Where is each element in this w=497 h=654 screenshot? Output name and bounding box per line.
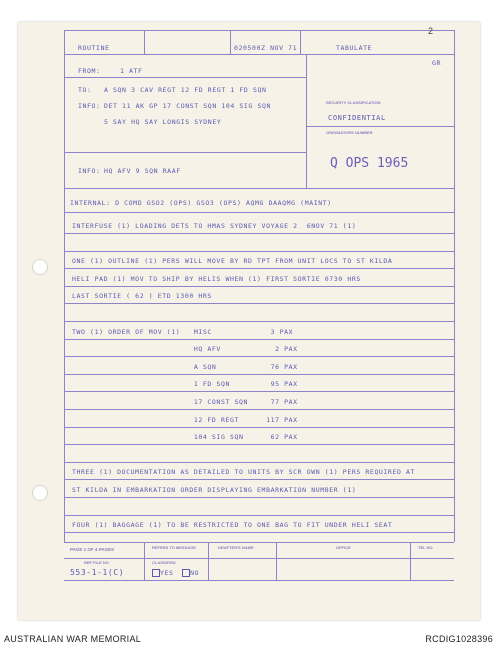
rule: [64, 54, 454, 55]
body-rule: [64, 321, 454, 322]
punch-hole-bottom: [32, 485, 48, 501]
to-label: TO:: [78, 86, 92, 94]
body-line: ST KILDA IN EMBARKATION ORDER DISPLAYING EMBARKATION NUMBER (1): [72, 486, 357, 494]
yes-checkbox: [152, 569, 160, 577]
info-label: INFO:: [78, 167, 101, 175]
security-classification: CONFIDENTIAL: [328, 114, 386, 122]
archive-footer: [0, 628, 497, 654]
right-border: [454, 30, 455, 542]
body-rule: [64, 374, 454, 375]
rule: [306, 126, 454, 127]
file-label: REF FILE NO: [84, 560, 109, 565]
classified-options: YES NO: [152, 569, 199, 577]
footer-source: AUSTRALIAN WAR MEMORIAL: [4, 634, 142, 644]
rule: [208, 542, 209, 580]
internal-distribution: INTERNAL: D COMD GSO2 (OPS) GSO3 (OPS) AQMG DAAQMG (MAINT): [70, 199, 332, 207]
document-page: [18, 22, 480, 620]
body-rule: [64, 409, 454, 410]
body-rule: [64, 497, 454, 498]
body-rule: [64, 427, 454, 428]
body-rule: [64, 462, 454, 463]
rule: [144, 30, 145, 54]
body-rule: [64, 303, 454, 304]
classified-label: CLASSIFIED: [152, 560, 176, 565]
body-rule: [64, 251, 454, 252]
body-line: HELI PAD (1) MOV TO SHIP BY HELIS WHEN (1) FIRST SORTIE 0730 HRS: [72, 274, 361, 283]
body-line: 104 SIG SQN 62 PAX: [72, 433, 298, 442]
rule: [300, 30, 301, 54]
to-info-label: INFO:: [78, 102, 101, 110]
body-line: INTERFUSE (1) LOADING DETS TO HMAS SYDNEY VOYAGE 2 6NOV 71 (1): [72, 222, 357, 230]
body-line: A SQN 76 PAX: [72, 362, 298, 371]
rule: [64, 212, 454, 213]
body-rule: [64, 515, 454, 516]
from-value: 1 ATF: [120, 67, 143, 75]
precedence: ROUTINE: [78, 44, 110, 52]
to-line-1: A SQN 3 CAV REGT 12 FD REGT 1 FD SQN: [104, 86, 267, 94]
rule: [230, 30, 231, 54]
drafter-label: DRAFTER'S NAME: [218, 545, 254, 550]
rule: [64, 558, 454, 559]
body-line: 1 FD SQN 95 PAX: [72, 380, 298, 389]
body-line: TWO (1) ORDER OF MOV (1) MISC 3 PAX: [72, 327, 294, 336]
rule: [64, 30, 454, 31]
rule: [64, 542, 454, 543]
from-label: FROM:: [78, 67, 101, 75]
body-rule: [64, 268, 454, 269]
body-line: THREE (1) DOCUMENTATION AS DETAILED TO UNITS BY SCR OWN (1) PERS REQUIRED AT: [72, 468, 416, 477]
tel-label: TEL NO: [418, 545, 433, 550]
refers-label: REFERS TO MESSAGE: [152, 545, 196, 550]
body-line: 17 CONST SQN 77 PAX: [72, 398, 298, 406]
rule: [410, 542, 411, 580]
rule: [306, 54, 307, 188]
body-rule: [64, 233, 454, 234]
body-rule: [64, 286, 454, 287]
info-value: HQ AFV 9 SQN RAAF: [104, 167, 181, 175]
date-time-group: 020500Z NOV 71: [234, 44, 298, 52]
to-line-3: 5 SAY HQ SAY LONGIS SYDNEY: [104, 118, 222, 126]
to-line-2: DET 11 AK GP 17 CONST SQN 104 SIG SQN: [104, 102, 271, 110]
body-line: FOUR (1) BAGGAGE (1) TO BE RESTRICTED TO ONE BAG TO FIT UNDER HELI SEAT: [72, 521, 393, 530]
page-number: 2: [428, 26, 434, 36]
file-number: 553-1-1(C): [70, 568, 125, 577]
rule: [64, 152, 306, 153]
punch-hole-top: [32, 259, 48, 275]
body-line: ONE (1) OUTLINE (1) PERS WILL MOVE BY RD TPT FROM UNIT LOCS TO ST KILDA: [72, 257, 393, 266]
body-rule: [64, 444, 454, 445]
footer-id: RCDIG1028396: [425, 634, 493, 644]
body-rule: [64, 532, 454, 533]
originator-number: Q OPS 1965: [330, 156, 409, 171]
rule: [144, 542, 145, 580]
originator-label: ORIGINATORS NUMBER: [326, 130, 373, 135]
body-line: 12 FD REGT 117 PAX: [72, 415, 298, 424]
reference: GR: [432, 59, 442, 67]
page-count-label: PAGE 1 OF 4 PAGES: [70, 547, 115, 552]
rule: [276, 542, 277, 580]
body-rule: [64, 479, 454, 480]
office-label: OFFICE: [336, 545, 351, 550]
body-rule: [64, 391, 454, 392]
body-rule: [64, 339, 454, 340]
no-checkbox: [182, 569, 190, 577]
body-rule: [64, 356, 454, 357]
body-line: LAST SORTIE ( 62 ) ETD 1300 HRS: [72, 292, 212, 301]
rule: [64, 580, 454, 581]
instructions: TABULATE: [336, 44, 373, 52]
rule: [64, 77, 306, 78]
rule: [64, 188, 454, 189]
security-label: SECURITY CLASSIFICATION: [326, 100, 381, 105]
body-line: HQ AFV 2 PAX: [72, 345, 298, 354]
